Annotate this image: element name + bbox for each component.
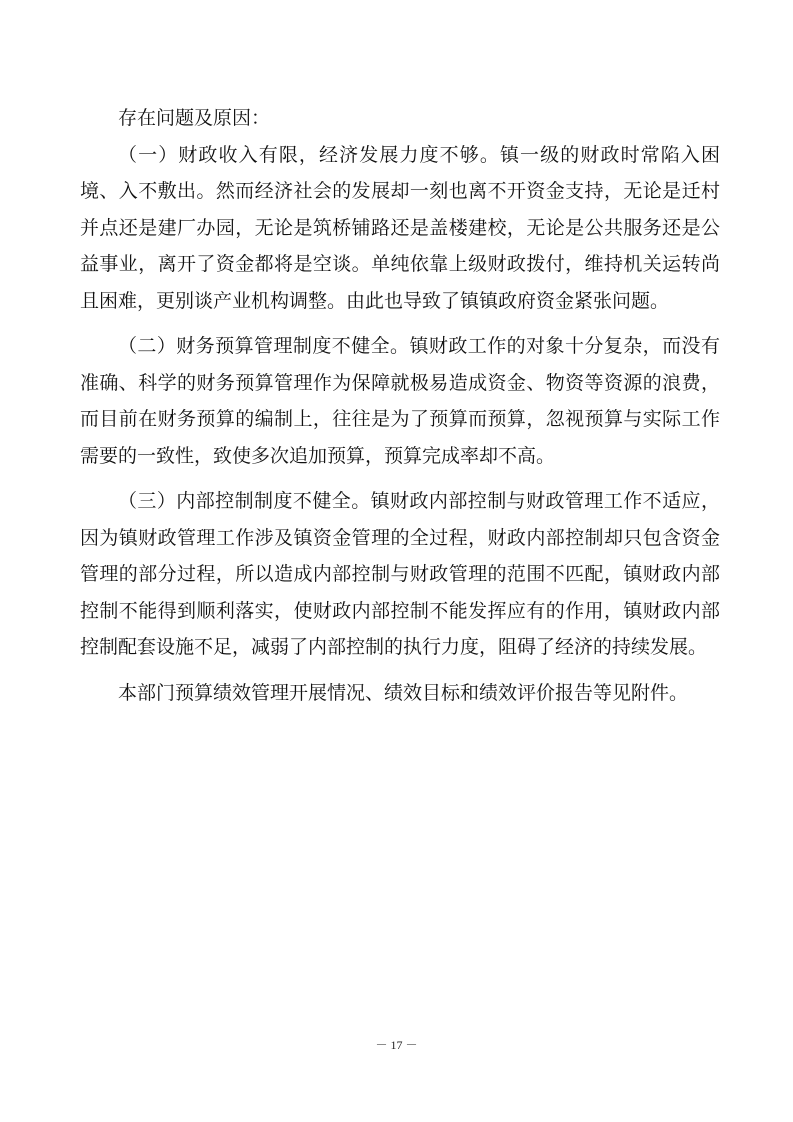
- page-number: － 17 －: [375, 1038, 418, 1052]
- document-body: [80, 100, 720, 711]
- paragraph-4: 本部门预算绩效管理开展情况、绩效目标和绩效评价报告等见附件。: [118, 681, 689, 704]
- paragraph-2: （二）财务预算管理制度不健全。镇财政工作的对象十分复杂，而没有准确、科学的财务预算管理作为保障就极易造成资金、物资等资源的浪费，而目前在财务预算的编制上，往往是为了预算而预算，忽视预算与实际工作需要的一致性，致使多次追加预算，预算完成率却不高。: [80, 335, 720, 467]
- paragraph-1: （一）财政收入有限，经济发展力度不够。镇一级的财政时常陷入困境、入不敷出。然而经济社会的发展却一刻也离不开资金支持，无论是迁村并点还是建厂办园，无论是筑桥铺路还是盖楼建校，无论是公共服务还是公益事业，离开了资金都将是空谈。单纯依靠上级财政拨付，维持机关运转尚且困难，更别谈产业机构调整。由此也导致了镇镇政府资金紧张问题。: [80, 143, 720, 312]
- paragraph-3: （三）内部控制制度不健全。镇财政内部控制与财政管理工作不适应，因为镇财政管理工作涉及镇资金管理的全过程，财政内部控制却只包含资金管理的部分过程，所以造成内部控制与财政管理的范围不匹配，镇财政内部控制不能得到顺利落实，使财政内部控制不能发挥应有的作用，镇财政内部控制配套设施不足，减弱了内部控制的执行力度，阻碍了经济的持续发展。: [80, 490, 720, 658]
- section-heading: 存在问题及原因：: [118, 107, 271, 129]
